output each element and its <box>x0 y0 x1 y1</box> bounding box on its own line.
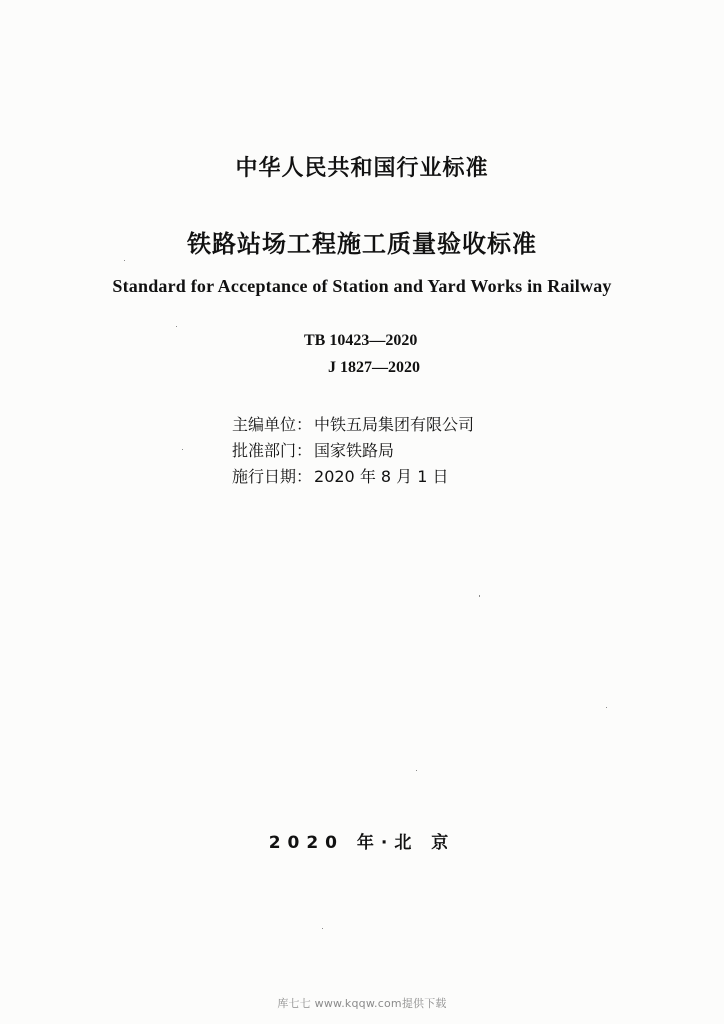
metadata-row-effective-date <box>232 464 552 490</box>
standard-category-heading: 中华人民共和国行业标准 <box>235 156 489 181</box>
scan-speck <box>176 326 177 327</box>
publication-line: 2020 年·北 京 <box>268 833 456 853</box>
metadata-row-approver <box>232 438 552 464</box>
scan-speck <box>322 928 323 929</box>
document-title-cn: 铁路站场工程施工质量验收标准 <box>187 230 537 258</box>
metadata-value: 2020 年 8 月 1 日 <box>314 467 449 486</box>
scan-speck <box>479 595 480 597</box>
scan-speck <box>182 449 183 450</box>
standard-code-tb: TB 10423—2020 <box>304 332 418 349</box>
metadata-label: 施行日期： <box>232 467 313 486</box>
scan-speck <box>416 770 417 771</box>
metadata-label: 批准部门： <box>232 441 313 460</box>
download-watermark: 库七七 www.kqqw.com提供下载 <box>277 997 447 1010</box>
metadata-value: 中铁五局集团有限公司 <box>314 415 475 434</box>
metadata-value: 国家铁路局 <box>314 441 395 460</box>
metadata-label: 主编单位： <box>232 415 313 434</box>
standard-code-j: J 1827—2020 <box>328 359 420 376</box>
scan-speck <box>606 707 607 708</box>
scan-speck <box>124 260 125 261</box>
document-title-en: Standard for Acceptance of Station and Yard Works in Railway <box>112 276 612 296</box>
metadata-row-editor <box>232 412 552 438</box>
document-metadata <box>232 412 552 490</box>
